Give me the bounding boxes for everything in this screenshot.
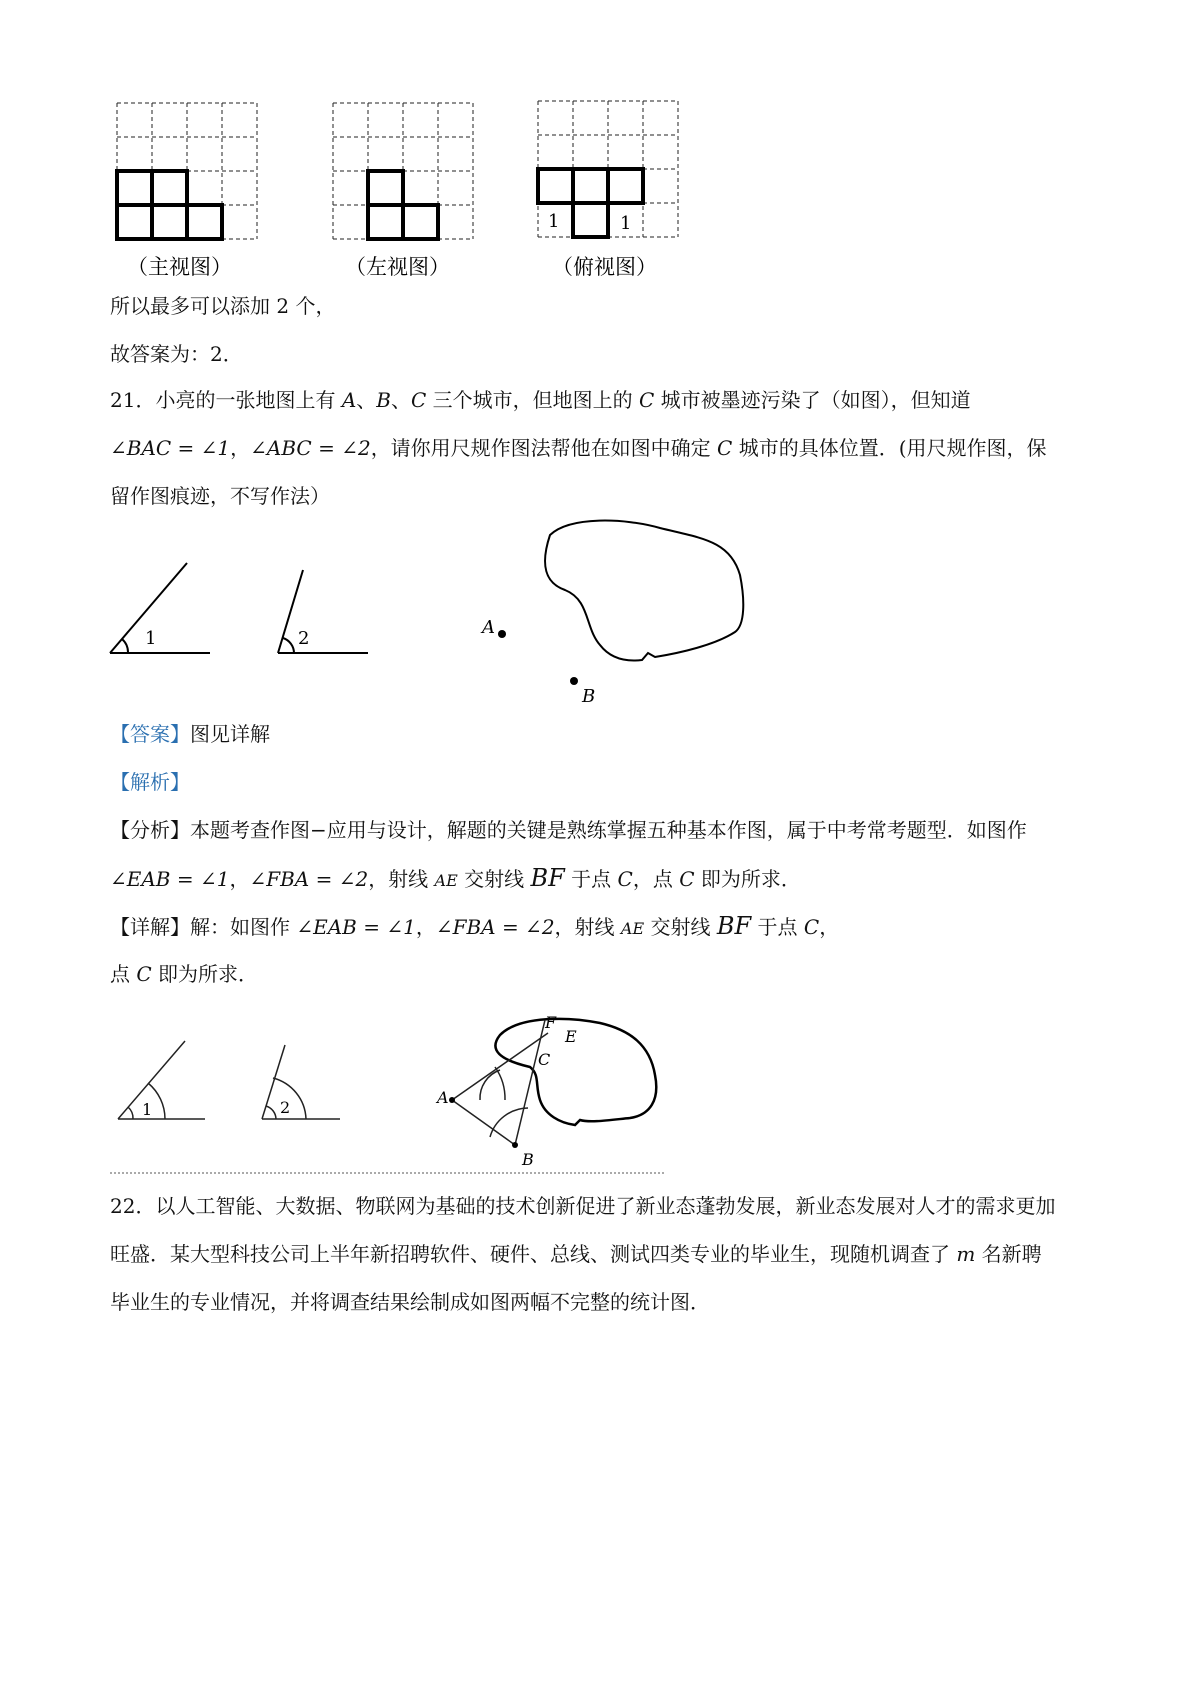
fenxi-line2: ∠EAB = ∠1，∠FBA = ∠2，射线 AE 交射线 BF 于点 C，点 C 即为所求． [110,864,801,892]
math-angle-abc: ∠ABC = ∠2 [250,436,371,460]
sol-point-a [449,1097,455,1103]
sol-point-a-label: A [437,1088,449,1107]
analysis-line [110,768,190,796]
angle1-label: 1 [145,628,157,649]
top-view-caption: （俯视图） [552,255,657,279]
detail-line2: 点 C 即为所求． [110,962,259,986]
front-view-caption: （主视图） [127,255,232,279]
ink-blot [545,521,743,661]
q22-line2: 旺盛．某大型科技公司上半年新招聘软件、硬件、总线、测试四类专业的毕业生，现随机调查了 m 名新聘 [110,1242,1042,1266]
prev-answer-line1: 所以最多可以添加 2 个， [110,294,336,318]
sol-point-f-label: F [545,1013,557,1032]
q22-line1: 22．以人工智能、大数据、物联网为基础的技术创新促进了新业态蓬勃发展，新业态发展对人才的需求更加 [110,1194,1056,1218]
answer-tag: 【答案】 [110,722,190,746]
sol-point-b-label: B [522,1150,534,1169]
left-view-caption: （左视图） [345,255,450,279]
q21-line1: 21．小亮的一张地图上有 A、B、C 三个城市，但地图上的 C 城市被墨迹污染了（如图），但知道 [110,388,971,412]
prev-answer-line2: 故答案为：2． [110,342,243,366]
left-view-shape [368,171,438,239]
detail-line1: 【详解】解：如图作 ∠EAB = ∠1，∠FBA = ∠2，射线 AE 交射线 BF 于点 C， [110,912,840,940]
math-angle-bac: ∠BAC = ∠1 [110,436,231,460]
sol-angle2-label: 2 [280,1098,291,1117]
sol-point-c-label: C [538,1050,551,1069]
angle2-arc [283,638,294,653]
q21-figure [0,520,1200,720]
q21-line3: 留作图痕迹，不写作法） [110,484,330,508]
sol-angle1-label: 1 [142,1100,153,1119]
analysis-tag: 【解析】 [110,770,190,794]
angle1-arc [122,639,128,653]
top-view-count-left: 1 [548,211,560,232]
point-b-label: B [582,686,596,707]
three-views-figure [0,0,1200,290]
front-view-shape [117,171,222,239]
top-view-count-right: 1 [620,213,632,234]
sol-point-b [512,1142,518,1148]
detail-tag: 【详解】 [110,915,190,939]
point-a-label: A [482,617,495,638]
fenxi-line1: 【分析】本题考查作图−应用与设计，解题的关键是熟练掌握五种基本作图，属于中考常考题型．如图作 [110,818,1027,842]
angle2-label: 2 [298,628,310,649]
point-b [570,677,578,685]
sol-point-e-label: E [565,1027,577,1046]
answer-line: 【答案】图见详解 [110,722,270,746]
solution-figure [0,1005,1200,1185]
q21-line2: ∠BAC = ∠1，∠ABC = ∠2，请你用尺规作图法帮他在如图中确定 C 城市的具体位置．(用尺规作图，保 [110,436,1047,460]
fenxi-tag: 【分析】 [110,818,190,842]
point-a [498,630,506,638]
q22-line3: 毕业生的专业情况，并将调查结果绘制成如图两幅不完整的统计图． [110,1290,710,1314]
